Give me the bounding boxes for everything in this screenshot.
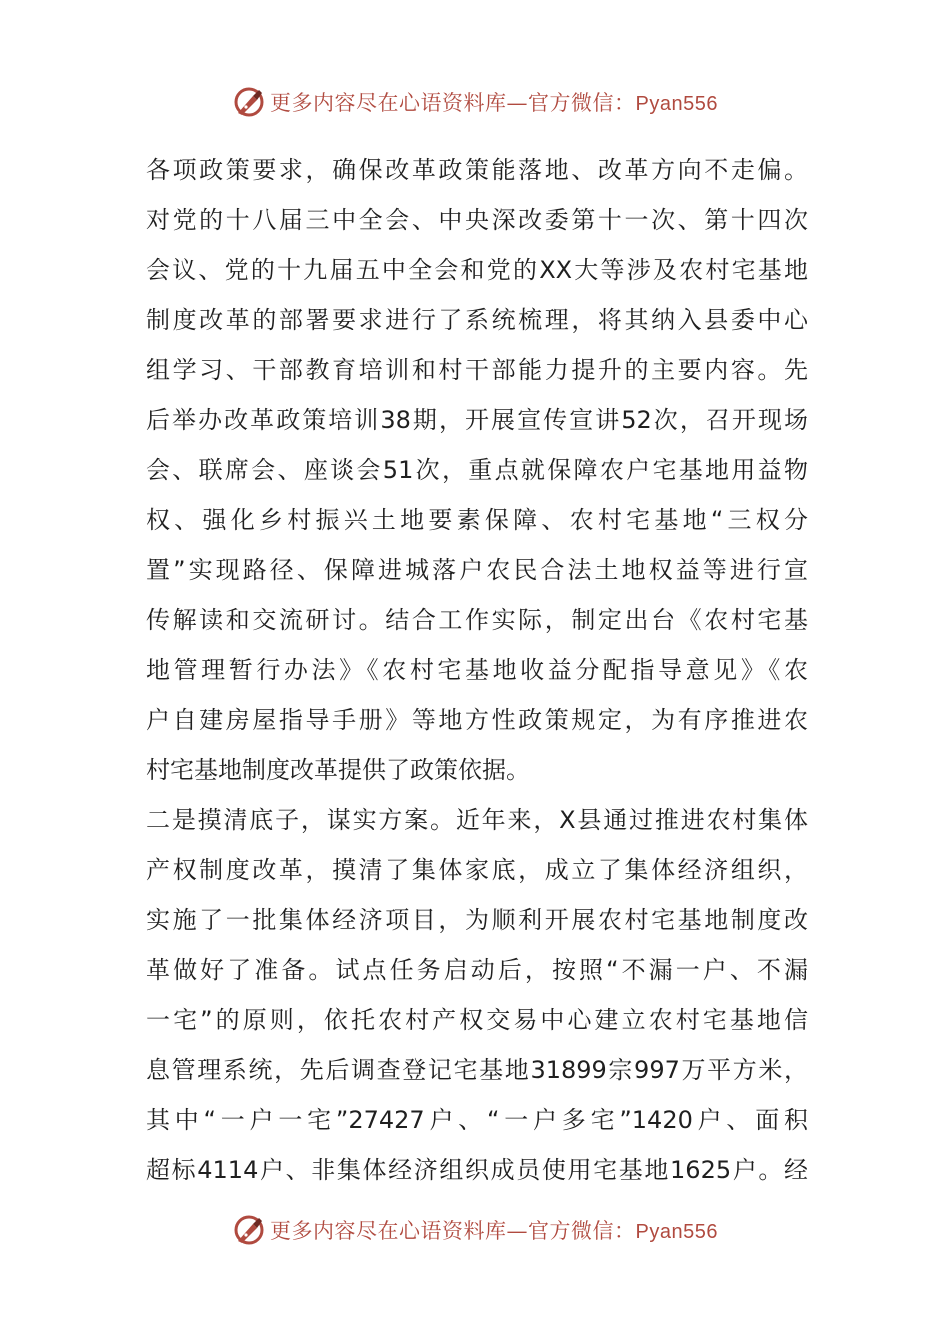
header-banner	[0, 82, 950, 122]
text-line: 户自建房屋指导手册》等地方性政策规定，为有序推进农	[146, 706, 808, 734]
text-line: 组学习、干部教育培训和村干部能力提升的主要内容。先	[146, 356, 808, 384]
text-line: 村宅基地制度改革提供了政策依据。	[146, 756, 530, 784]
text-line: 革做好了准备。试点任务启动后，按照“不漏一户、不漏	[146, 956, 808, 984]
document-body	[146, 145, 808, 1195]
text-line: 实施了一批集体经济项目，为顺利开展农村宅基地制度改	[146, 906, 808, 934]
banner-slogan: 更多内容尽在心语资料库—官方微信：	[270, 91, 636, 115]
text-line: 制度改革的部署要求进行了系统梳理，将其纳入县委中心	[146, 306, 808, 334]
banner-slogan: 更多内容尽在心语资料库—官方微信：	[270, 1219, 636, 1243]
text-line: 后举办改革政策培训38期，开展宣传宣讲52次，召开现场	[146, 406, 808, 434]
footer-banner	[0, 1210, 950, 1250]
text-line: 对党的十八届三中全会、中央深改委第十一次、第十四次	[146, 206, 808, 234]
pen-nib-logo-icon	[232, 85, 266, 119]
text-line: 地管理暂行办法》《农村宅基地收益分配指导意见》《农	[146, 656, 808, 684]
text-line: 会、联席会、座谈会51次，重点就保障农户宅基地用益物	[146, 456, 808, 484]
wechat-id: Pyan556	[635, 1221, 718, 1243]
text-line: 传解读和交流研讨。结合工作实际，制定出台《农村宅基	[146, 606, 808, 634]
text-line: 二是摸清底子，谋实方案。近年来，X县通过推进农村集体	[146, 806, 808, 834]
text-line: 置”实现路径、保障进城落户农民合法土地权益等进行宣	[146, 556, 808, 584]
text-line: 息管理系统，先后调查登记宅基地31899宗997万平方米，	[146, 1056, 808, 1084]
text-line: 权、强化乡村振兴土地要素保障、农村宅基地“三权分	[146, 506, 808, 534]
text-line: 一宅”的原则，依托农村产权交易中心建立农村宅基地信	[146, 1006, 808, 1034]
text-line: 产权制度改革，摸清了集体家底，成立了集体经济组织，	[146, 856, 808, 884]
text-line: 各项政策要求，确保改革政策能落地、改革方向不走偏。	[146, 156, 808, 184]
text-line: 其中“一户一宅”27427户、“一户多宅”1420户、面积	[146, 1106, 808, 1134]
text-line: 会议、党的十九届五中全会和党的XX大等涉及农村宅基地	[146, 256, 808, 284]
pen-nib-logo-icon	[232, 1213, 266, 1247]
text-line: 超标4114户、非集体经济组织成员使用宅基地1625户。经	[146, 1156, 808, 1184]
wechat-id: Pyan556	[635, 93, 718, 115]
